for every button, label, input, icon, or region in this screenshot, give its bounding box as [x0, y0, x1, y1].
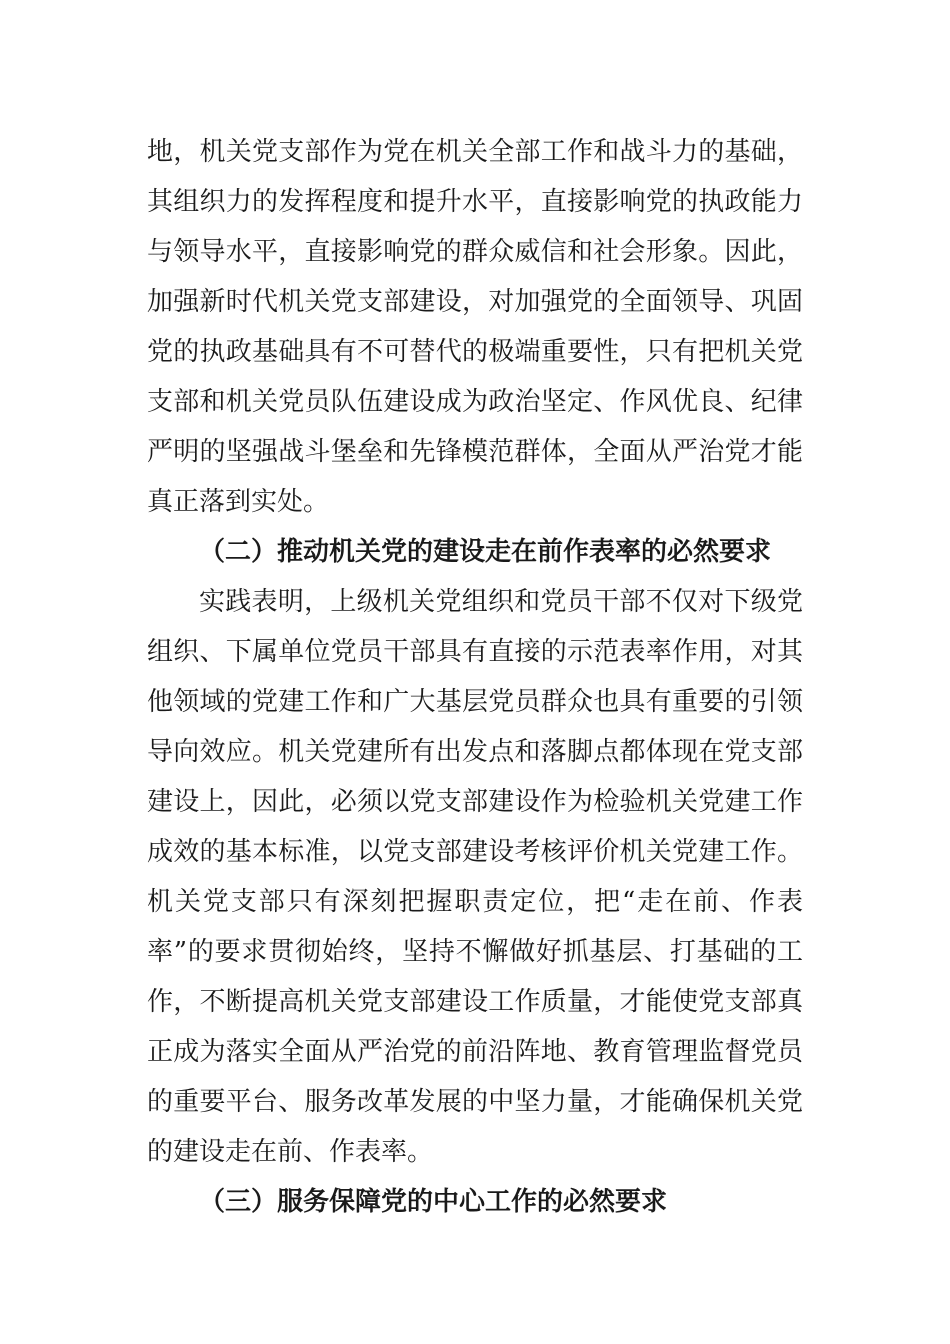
paragraph-2-line-11: 的重要平台、服务改革发展的中坚力量，才能确保机关党: [147, 1087, 803, 1117]
section-heading-2: （二）推动机关党的建设走在前作表率的必然要求: [199, 537, 772, 567]
paragraph-2-line-7: 机关党支部只有深刻把握职责定位，把“走在前、作表: [147, 887, 803, 917]
paragraph-2-line-3: 他领域的党建工作和广大基层党员群众也具有重要的引领: [147, 687, 803, 717]
paragraph-1-line-5: 党的执政基础具有不可替代的极端重要性，只有把机关党: [147, 337, 803, 367]
paragraph-2-line-1: 实践表明，上级机关党组织和党员干部不仅对下级党: [199, 587, 803, 617]
paragraph-1-line-8: 真正落到实处。: [147, 487, 330, 517]
paragraph-1-line-2: 其组织力的发挥程度和提升水平，直接影响党的执政能力: [147, 187, 803, 217]
paragraph-1-line-3: 与领导水平，直接影响党的群众威信和社会形象。因此，: [147, 237, 803, 267]
paragraph-2-line-4: 导向效应。机关党建所有出发点和落脚点都体现在党支部: [147, 737, 803, 767]
paragraph-2-line-10: 正成为落实全面从严治党的前沿阵地、教育管理监督党员: [147, 1037, 803, 1067]
section-heading-3: （三）服务保障党的中心工作的必然要求: [199, 1187, 668, 1217]
paragraph-1-line-1: 地，机关党支部作为党在机关全部工作和战斗力的基础，: [147, 137, 803, 167]
paragraph-2-line-8: 率”的要求贯彻始终，坚持不懈做好抓基层、打基础的工: [147, 937, 803, 967]
paragraph-2-line-6: 成效的基本标准，以党支部建设考核评价机关党建工作。: [147, 837, 803, 867]
paragraph-1-line-7: 严明的坚强战斗堡垒和先锋模范群体，全面从严治党才能: [147, 437, 803, 467]
paragraph-2-line-12: 的建设走在前、作表率。: [147, 1137, 434, 1167]
paragraph-1-line-4: 加强新时代机关党支部建设，对加强党的全面领导、巩固: [147, 287, 803, 317]
paragraph-2-line-9: 作，不断提高机关党支部建设工作质量，才能使党支部真: [147, 987, 803, 1017]
paragraph-1-line-6: 支部和机关党员队伍建设成为政治坚定、作风优良、纪律: [147, 387, 803, 417]
paragraph-2-line-2: 组织、下属单位党员干部具有直接的示范表率作用，对其: [147, 637, 803, 667]
paragraph-2-line-5: 建设上，因此，必须以党支部建设作为检验机关党建工作: [147, 787, 803, 817]
